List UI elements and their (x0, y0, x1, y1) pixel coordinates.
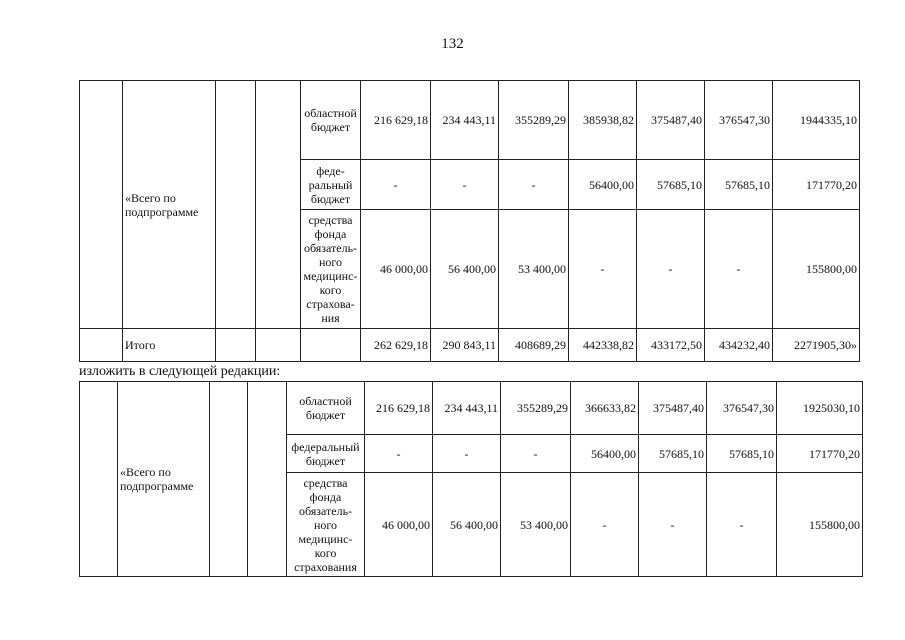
empty-cell (301, 329, 361, 362)
value-cell: 366633,82 (571, 382, 639, 435)
total-label: Итого (123, 329, 216, 362)
value-cell: 56400,00 (571, 435, 639, 473)
empty-cell (248, 382, 287, 577)
value-cell: 375487,40 (639, 382, 707, 435)
value-cell: 57685,10 (705, 160, 773, 210)
value-cell: - (569, 210, 637, 329)
funding-source: федеральный бюджет (287, 435, 365, 473)
value-cell: 375487,40 (637, 81, 705, 160)
group-label: «Всего по подпрограмме (123, 81, 216, 329)
value-cell: 376547,30 (705, 81, 773, 160)
budget-table-new (79, 381, 863, 577)
empty-cell (256, 329, 301, 362)
value-cell: 57685,10 (637, 160, 705, 210)
value-cell: - (571, 473, 639, 577)
table-row (80, 81, 860, 160)
table-row (80, 382, 863, 435)
value-cell: - (501, 435, 571, 473)
value-cell: 234 443,11 (433, 382, 501, 435)
value-cell: 385938,82 (569, 81, 637, 160)
value-cell: 53 400,00 (501, 473, 571, 577)
empty-cell (256, 81, 301, 329)
value-cell: 56 400,00 (431, 210, 499, 329)
value-cell: 53 400,00 (499, 210, 569, 329)
value-cell: - (433, 435, 501, 473)
value-cell: - (431, 160, 499, 210)
total-value: 433172,50 (637, 329, 705, 362)
value-cell: 216 629,18 (361, 81, 431, 160)
value-cell: 46 000,00 (361, 210, 431, 329)
funding-source: средства фонда обязатель-ного медицинс-кого страхова-ния (301, 210, 361, 329)
value-cell: 56 400,00 (433, 473, 501, 577)
value-cell: - (705, 210, 773, 329)
value-cell: 46 000,00 (365, 473, 433, 577)
empty-cell (210, 382, 248, 577)
page-number: 132 (441, 36, 464, 52)
empty-cell (80, 329, 123, 362)
total-value: 290 843,11 (431, 329, 499, 362)
group-label: «Всего по подпрограмме (118, 382, 210, 577)
value-cell: 155800,00 (773, 210, 860, 329)
funding-source: областной бюджет (287, 382, 365, 435)
value-cell: 1944335,10 (773, 81, 860, 160)
value-cell: - (639, 473, 707, 577)
value-cell: 234 443,11 (431, 81, 499, 160)
value-cell: - (637, 210, 705, 329)
budget-table-old (79, 80, 860, 362)
empty-cell (216, 329, 256, 362)
value-cell: 155800,00 (777, 473, 863, 577)
value-cell: 56400,00 (569, 160, 637, 210)
value-cell: 171770,20 (773, 160, 860, 210)
section-heading: изложить в следующей редакции: (79, 364, 281, 379)
total-value: 442338,82 (569, 329, 637, 362)
value-cell: 57685,10 (639, 435, 707, 473)
empty-cell (80, 382, 118, 577)
value-cell: - (499, 160, 569, 210)
value-cell: 355289,29 (501, 382, 571, 435)
funding-source: областной бюджет (301, 81, 361, 160)
value-cell: 216 629,18 (365, 382, 433, 435)
funding-source: средства фонда обязатель-ного медицинс-кого страхования (287, 473, 365, 577)
empty-cell (216, 81, 256, 329)
funding-source: феде-ральный бюджет (301, 160, 361, 210)
value-cell: - (707, 473, 777, 577)
value-cell: 355289,29 (499, 81, 569, 160)
total-value: 434232,40 (705, 329, 773, 362)
value-cell: 57685,10 (707, 435, 777, 473)
value-cell: 376547,30 (707, 382, 777, 435)
value-cell: 1925030,10 (777, 382, 863, 435)
value-cell: - (365, 435, 433, 473)
total-value: 408689,29 (499, 329, 569, 362)
empty-cell (80, 81, 123, 329)
total-value: 262 629,18 (361, 329, 431, 362)
value-cell: - (361, 160, 431, 210)
total-value: 2271905,30» (773, 329, 860, 362)
total-row (80, 329, 860, 362)
value-cell: 171770,20 (777, 435, 863, 473)
